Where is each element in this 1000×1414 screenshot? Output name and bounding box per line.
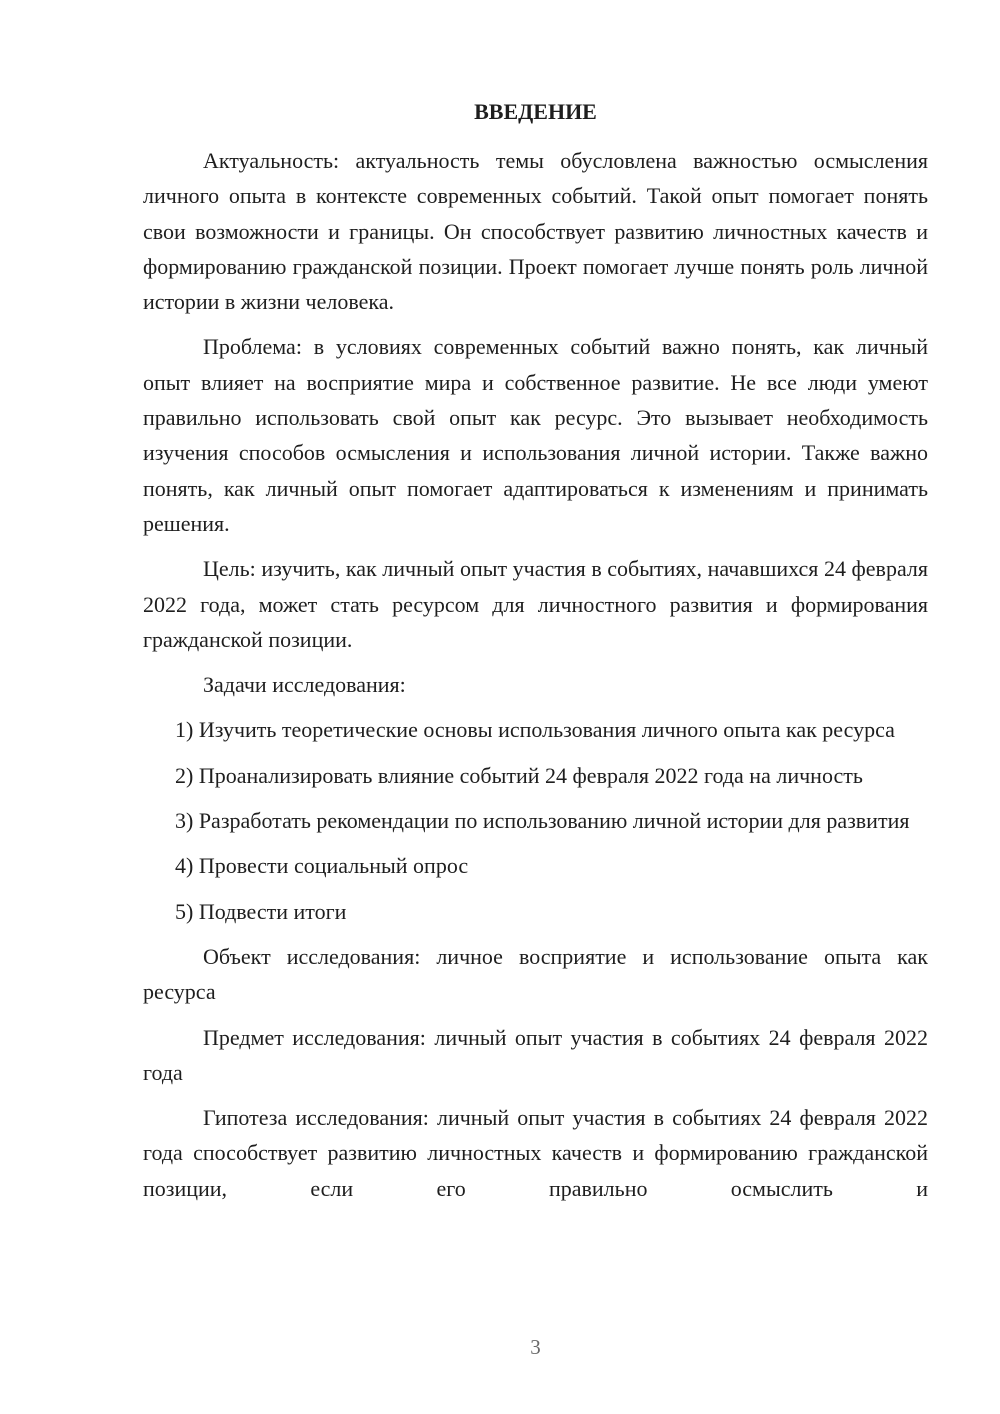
page-title: ВВЕДЕНИЕ <box>474 99 597 124</box>
task-item-4: 4) Провести социальный опрос <box>175 853 469 879</box>
task-item-2: 2) Проанализировать влияние событий 24 февраля 2022 года на личность <box>175 762 863 788</box>
tasks-heading: Задачи исследования: <box>203 672 406 698</box>
task-item-5: 5) Подвести итоги <box>175 898 347 924</box>
problem-paragraph: Проблема: в условиях современных событий важно понять, как личный опыт влияет на восприятие мира и собственное развитие. Не все люди умеют правильно использовать свой опыт как ресурс. Это вызывает необходимость изучения способов осмысления и использования личной истории. Также важно понять, как личный опыт помогает адаптироваться к изменениям и принимать решения. <box>143 334 928 536</box>
hypothesis-paragraph: Гипотеза исследования: личный опыт участия в событиях 24 февраля 2022 года способствует развитию личностных качеств и формированию гражданской позиции, если его правильно осмыслить и <box>143 1105 928 1201</box>
relevance-paragraph: Актуальность: актуальность темы обусловлена важностью осмысления личного опыта в контексте современных событий. Такой опыт помогает понять свои возможности и границы. Он способствует развитию личностных качеств и формированию гражданской позиции. Проект помогает лучше понять роль личной истории в жизни человека. <box>143 148 928 315</box>
object-paragraph: Объект исследования: личное восприятие и использование опыта как ресурса <box>143 943 928 1005</box>
page-number: 3 <box>530 1335 541 1359</box>
body-text <box>143 143 928 1216</box>
subject-paragraph: Предмет исследования: личный опыт участия в событиях 24 февраля 2022 года <box>143 1024 928 1085</box>
task-item-3: 3) Разработать рекомендации по использованию личной истории для развития <box>175 808 910 834</box>
goal-paragraph: Цель: изучить, как личный опыт участия в событиях, начавшихся 24 февраля 2022 года, может стать ресурсом для личностного развития и формирования гражданской позиции. <box>143 556 928 652</box>
task-item-1: 1) Изучить теоретические основы использования личного опыта как ресурса <box>175 717 895 743</box>
